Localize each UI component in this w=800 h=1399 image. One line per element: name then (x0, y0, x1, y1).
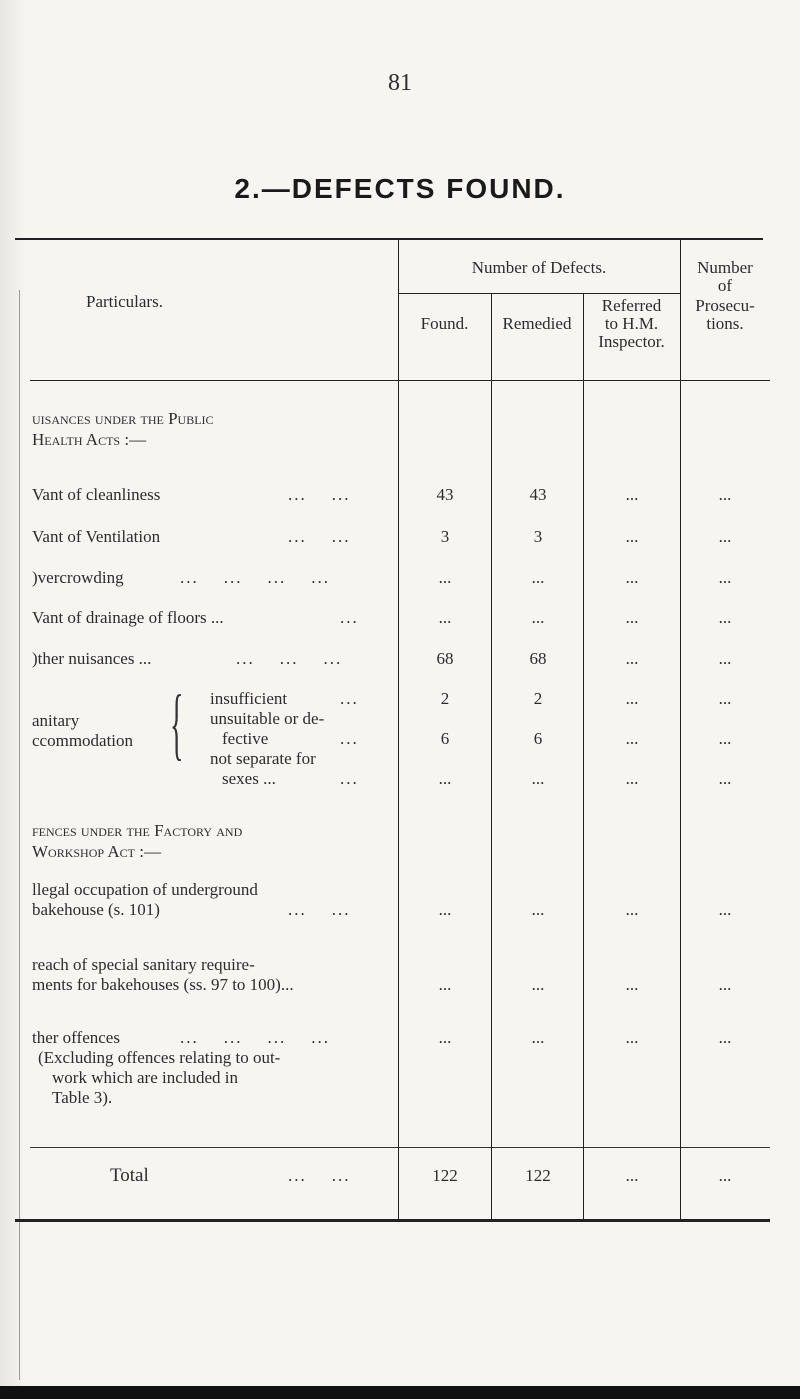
header-prosecutions-line3: Prosecu- (695, 296, 755, 315)
value-referred: ... (625, 729, 639, 748)
value-prosecutions: ... (718, 729, 732, 748)
header-remedied: Remedied (502, 314, 572, 333)
leader-dots: ... ... (288, 527, 351, 546)
row-label-breach: reach of special sanitary require- (32, 955, 255, 974)
row-label-insufficient: insufficient (210, 689, 288, 708)
row-label-unsuitable: unsuitable or de- (210, 709, 325, 728)
header-bottom-rule (30, 380, 770, 381)
total-remedied: 122 (525, 1166, 551, 1185)
value-remedied: ... (531, 975, 545, 994)
defects-subheader-rule (398, 293, 680, 294)
value-remedied: ... (531, 900, 545, 919)
row-label-overcrowding: )vercrowding (32, 568, 124, 587)
value-remedied: 68 (529, 649, 547, 668)
header-referred-line3: Inspector. (598, 332, 665, 351)
value-referred: ... (625, 975, 639, 994)
value-prosecutions: ... (718, 568, 732, 587)
section-heading-factory-act: fences under the Factory and (32, 821, 243, 840)
value-remedied: 2 (533, 689, 543, 708)
row-label-unsuitable-cont: fective (222, 729, 269, 748)
value-prosecutions: ... (718, 769, 732, 788)
value-found: ... (438, 900, 452, 919)
value-referred: ... (625, 649, 639, 668)
col-divider-remedied (583, 293, 584, 1220)
value-referred: ... (625, 608, 639, 627)
value-found: ... (438, 1028, 452, 1047)
value-remedied: ... (531, 568, 545, 587)
value-prosecutions: ... (718, 608, 732, 627)
leader-dots: ... ... (288, 1166, 351, 1185)
value-referred: ... (625, 527, 639, 546)
leader-dots: ... ... ... ... (180, 1028, 330, 1047)
header-prosecutions-line4: tions. (706, 314, 744, 333)
table-bottom-rule (15, 1219, 770, 1222)
page-number: 81 (388, 70, 412, 96)
row-label-breach-cont: ments for bakehouses (ss. 97 to 100)... (32, 975, 294, 994)
value-found: ... (438, 568, 452, 587)
value-prosecutions: ... (718, 1028, 732, 1047)
binding-edge-line (19, 290, 20, 1380)
brace-icon: { (170, 680, 184, 768)
value-remedied: ... (531, 608, 545, 627)
value-remedied: ... (531, 1028, 545, 1047)
total-top-rule (30, 1147, 770, 1148)
value-prosecutions: ... (718, 485, 732, 504)
header-particulars: Particulars. (86, 292, 163, 311)
value-prosecutions: ... (718, 975, 732, 994)
col-divider-found (491, 293, 492, 1220)
header-number-of-defects: Number of Defects. (471, 258, 607, 277)
leader-dots: ... ... ... ... (180, 568, 330, 587)
section-heading-factory-act-cont: Workshop Act :— (32, 842, 161, 861)
value-remedied: 6 (533, 729, 543, 748)
value-referred: ... (625, 485, 639, 504)
value-referred: ... (625, 568, 639, 587)
page-binding-shadow (0, 0, 26, 1399)
leader-dots: ... (340, 608, 359, 627)
value-referred: ... (625, 900, 639, 919)
value-referred: ... (625, 689, 639, 708)
table-top-rule (15, 238, 763, 240)
value-found: ... (438, 975, 452, 994)
row-label-drainage: Vant of drainage of floors ... (32, 608, 224, 627)
value-found: 2 (440, 689, 450, 708)
leader-dots: ... ... (288, 900, 351, 919)
leader-dots: ... (340, 729, 359, 748)
value-referred: ... (625, 769, 639, 788)
group-label-sanitary: anitary (32, 711, 80, 730)
value-found: 3 (440, 527, 450, 546)
header-referred-line2: to H.M. (604, 314, 659, 333)
value-prosecutions: ... (718, 527, 732, 546)
row-label-illegal-occupation-cont: bakehouse (s. 101) (32, 900, 160, 919)
header-found: Found. (420, 314, 469, 333)
value-remedied: 3 (533, 527, 543, 546)
section-heading-public-health-cont: Health Acts :— (32, 430, 147, 449)
total-found: 122 (432, 1166, 458, 1185)
row-label-cleanliness: Vant of cleanliness (32, 485, 161, 504)
value-remedied: 43 (529, 485, 547, 504)
value-prosecutions: ... (718, 900, 732, 919)
value-found: ... (438, 769, 452, 788)
row-label-not-separate-cont: sexes ... (222, 769, 276, 788)
value-found: 68 (436, 649, 454, 668)
group-label-accommodation: ccommodation (32, 731, 134, 750)
row-note-other-offences-cont: work which are included in (52, 1068, 238, 1087)
value-remedied: ... (531, 769, 545, 788)
value-prosecutions: ... (718, 649, 732, 668)
leader-dots: ... (340, 769, 359, 788)
col-divider-particulars (398, 238, 399, 1220)
page-heading: 2.—DEFECTS FOUND. (234, 173, 566, 204)
leader-dots: ... ... (288, 485, 351, 504)
leader-dots: ... (340, 689, 359, 708)
leader-dots: ... ... ... (236, 649, 343, 668)
section-heading-public-health: uisances under the Public (32, 409, 214, 428)
row-label-not-separate: not separate for (210, 749, 316, 768)
header-referred-line1: Referred (601, 296, 662, 315)
row-note-other-offences-end: Table 3). (52, 1088, 113, 1107)
total-referred: ... (625, 1166, 639, 1185)
header-prosecutions-line1: Number (697, 258, 753, 277)
row-label-ventilation: Vant of Ventilation (32, 527, 161, 546)
page-bottom-edge (0, 1386, 800, 1399)
row-label-other-nuisances: )ther nuisances ... (32, 649, 152, 668)
header-prosecutions-line2: of (717, 276, 733, 295)
row-label-illegal-occupation: llegal occupation of underground (32, 880, 258, 899)
value-referred: ... (625, 1028, 639, 1047)
value-found: 43 (436, 485, 454, 504)
value-prosecutions: ... (718, 689, 732, 708)
value-found: 6 (440, 729, 450, 748)
total-prosecutions: ... (718, 1166, 732, 1185)
value-found: ... (438, 608, 452, 627)
row-label-other-offences: ther offences (32, 1028, 120, 1047)
total-label: Total (110, 1165, 149, 1186)
row-note-other-offences: (Excluding offences relating to out- (38, 1048, 281, 1067)
